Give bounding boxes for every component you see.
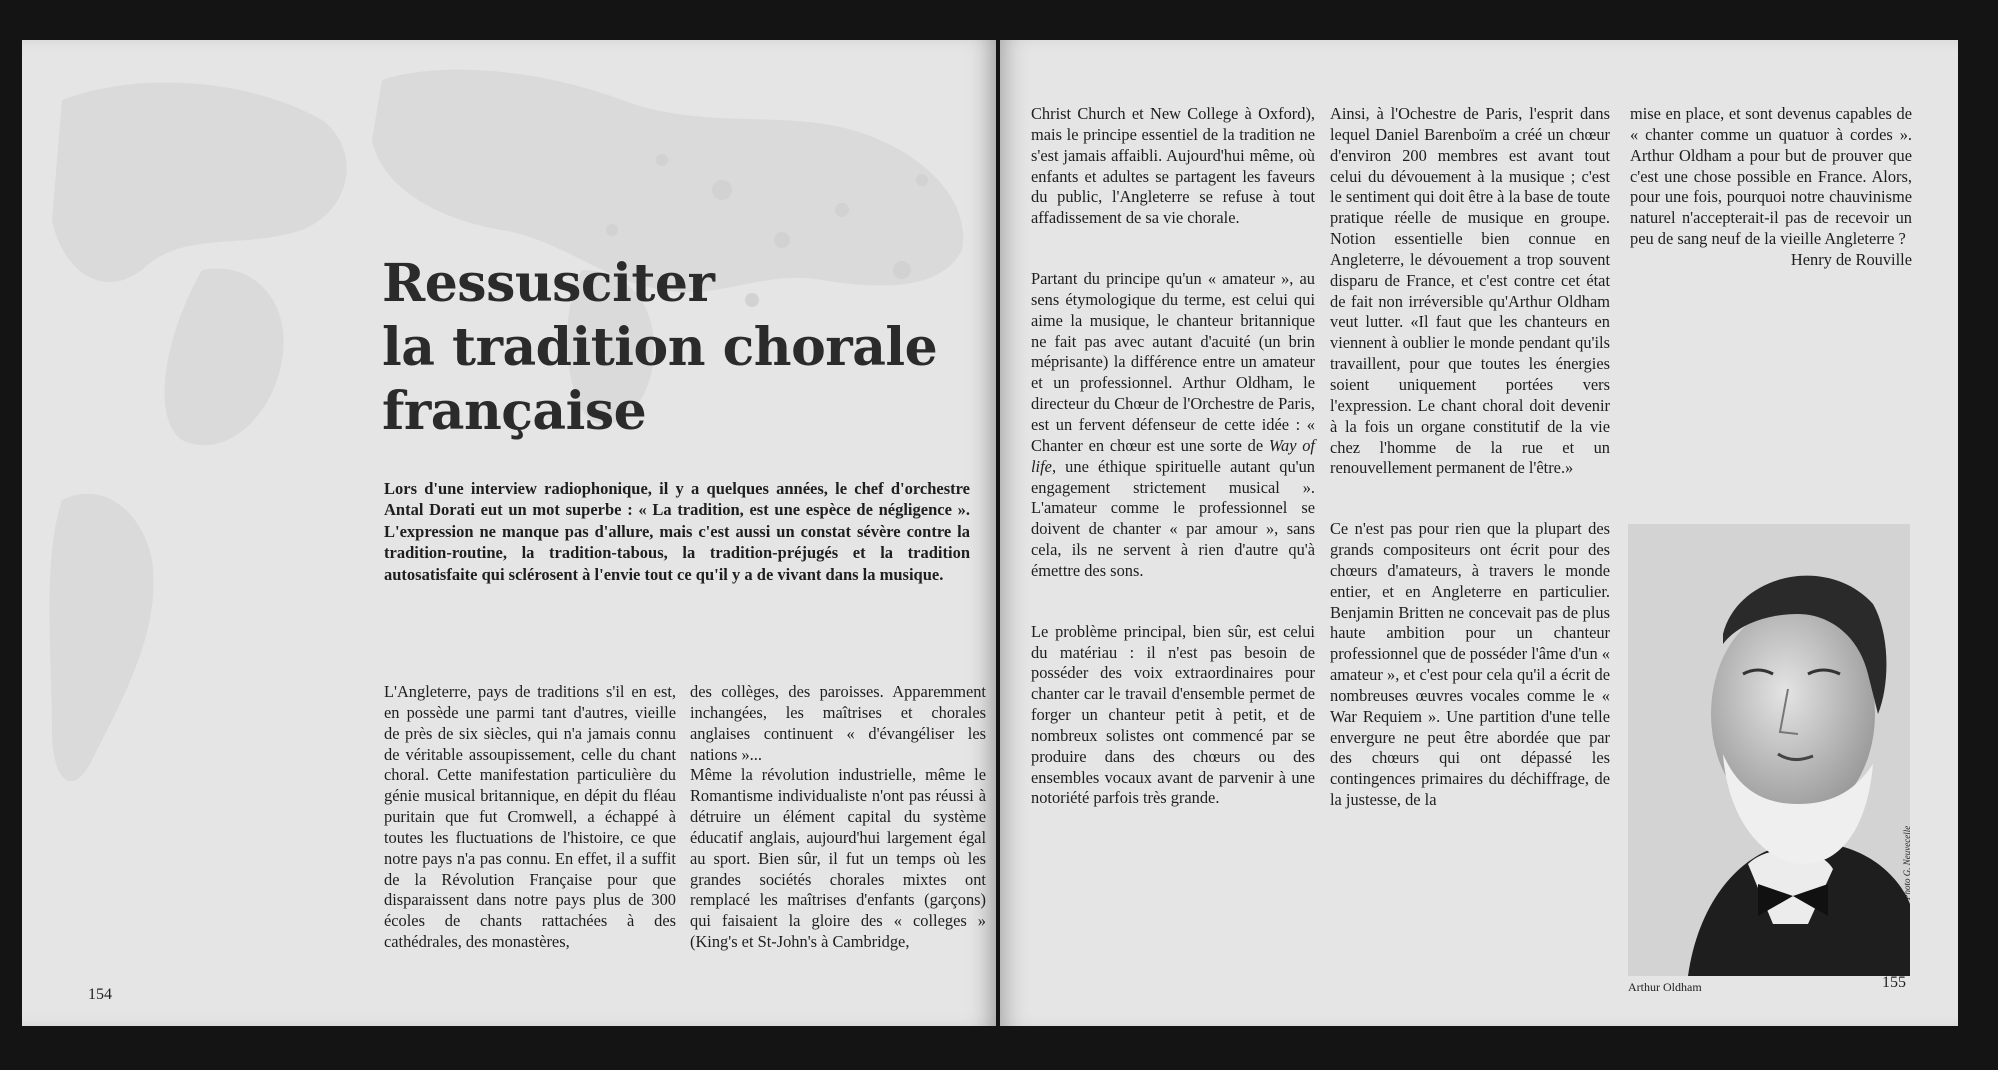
right-column-1	[1031, 104, 1315, 809]
body-paragraph: Même la révolution industrielle, même le Romantisme individualiste n'ont pas réussi à détruire un élément capital du système éducatif anglais, aujourd'hui largement égal au sport. Bien sûr, il fut un temps où les grandes sociétés chorales mixtes ont remplacé les maîtrises d'enfants (garçons) qui faisaient la gloire des « colleges » (King's et St-John's à Cambridge,	[690, 765, 986, 952]
title-line-1: Ressusciter	[382, 253, 715, 314]
author-signature: Henry de Rouville	[1790, 249, 1912, 269]
body-paragraph: Ainsi, à l'Ochestre de Paris, l'esprit dans lequel Daniel Barenboïm a créé un chœur d'environ 200 membres est avant tout celui du dévouement à la musique ; c'est le sentiment qui doit être à la base de toute pratique réelle de musique en groupe. Notion essentielle bien connue en Angleterre, le dévouement a trop souvent disparu de France, et c'est contre cet état de fait non irréversible qu'Arthur Oldham veut lutter. «Il faut que les chanteurs en viennent à oublier le monde pendant qu'ils travaillent, pour que toutes les énergies soient uniquement portées vers l'expression. Le chant choral doit devenir à la fois un organe constitutif de la vie chez l'homme de la rue et un renouvellement permanent de l'être.»	[1330, 104, 1610, 478]
right-column-3	[1630, 104, 1912, 271]
title-line-3: française	[382, 381, 647, 442]
photo-credit: Photo G. Neuvecelle	[1902, 825, 1912, 900]
title-line-2: la tradition chorale	[382, 317, 938, 378]
body-paragraph: Ce n'est pas pour rien que la plupart des grands compositeurs ont écrit pour des chœurs d'amateurs, à travers le monde entier, et en Angleterre en particulier. Benjamin Britten ne concevait pas de plus haute ambition pour un chanteur professionnel que de posséder l'âme d'un « amateur », et c'est pour cela qu'il a écrit de nombreuses œuvres vocales comme le « War Requiem ». Une partition d'une telle envergure ne peut être abordée que par des chœurs qui ont dépassé les contingences primaires du déchiffrage, de la justesse, de la	[1330, 519, 1610, 810]
portrait-illustration	[1628, 524, 1910, 976]
portrait-photo	[1628, 524, 1910, 976]
lead-paragraph: Lors d'une interview radiophonique, il y a quelques années, le chef d'orchestre Antal Dorati eut un mot superbe : « La tradition, est une espèce de négligence ». L'expression ne manque pas d'allure, mais c'est aussi un constat sévère contre la tradition-routine, la tradition-tabous, la tradition-préjugés et la tradition autosatisfaite qui sclérosent à l'envie tout ce qu'il y a de vivant dans la musique.	[384, 479, 970, 584]
article-title	[382, 252, 937, 444]
left-column-2	[690, 682, 986, 953]
right-column-2	[1330, 104, 1610, 811]
page-number-right: 155	[1882, 974, 1906, 991]
left-page	[22, 40, 996, 1026]
page-number-left: 154	[88, 986, 112, 1003]
emphasis-text: Way of life	[1031, 435, 1315, 476]
right-page	[1000, 40, 1958, 1026]
body-paragraph	[1031, 269, 1315, 582]
text-run: , une éthique spirituelle autant qu'un engagement strictement musical ». L'amateur comme le professionnel se doivent de chanter « par amour », sans cela, ils ne servent à rien d'autre qu'à émettre des sons.	[1031, 456, 1315, 580]
body-paragraph: des collèges, des paroisses. Apparemment inchangées, les maîtrises et chorales anglaises continuent « d'évangéliser les nations »...	[690, 682, 986, 764]
body-paragraph: Christ Church et New College à Oxford), mais le principe essentiel de la tradition ne s'est jamais affaibli. Aujourd'hui même, où enfants et adultes se partagent les faveurs du public, l'Angleterre se refuse à tout affadissement de sa vie chorale.	[1031, 104, 1315, 228]
body-paragraph: L'Angleterre, pays de traditions s'il en est, en possède une parmi tant d'autres, vieille de près de six siècles, qui n'a jamais connu de véritable assoupissement, celle du chant choral. Cette manifestation particulière du génie musical britannique, en dépit du fléau puritain que fut Cromwell, a échappé à toutes les fluctuations de l'histoire, ce que notre pays n'a pas connu. En effet, il a suffit de la Révolution Française pour que disparaissent dans notre pays plus de 300 écoles de chants rattachées à des cathédrales, des monastères,	[384, 682, 676, 952]
photo-caption: Arthur Oldham	[1628, 980, 1702, 994]
left-column-1	[384, 682, 676, 953]
body-paragraph: Le problème principal, bien sûr, est celui du matériau : il n'est pas besoin de posséder des voix extraordinaires pour chanter car le travail d'ensemble permet de forger un chanteur petit à petit, et de nombreux solistes ont commencé par se produire dans des chœurs ou des ensembles vocaux avant de parvenir à une notoriété parfois très grande.	[1031, 621, 1315, 808]
text-run: Partant du principe qu'un « amateur », au sens étymologique du terme, est celui qui aime la musique, le chanteur britannique ne fait pas avec autant d'acuité (un brin méprisante) la différence entre un amateur et un professionnel. Arthur Oldham, le directeur du Chœur de l'Orchestre de Paris, est un fervent défenseur de cette idée : « Chanter en chœur est une sorte de	[1031, 269, 1315, 455]
body-paragraph: mise en place, et sont devenus capables de « chanter comme un quatuor à cordes ». Arthur Oldham a pour but de prouver que c'est une chose possible en France. Alors, pour une fois, pourquoi notre chauvinisme naturel n'accepterait-il pas de recevoir un peu de sang neuf de la vieille Angleterre ?	[1630, 104, 1912, 249]
